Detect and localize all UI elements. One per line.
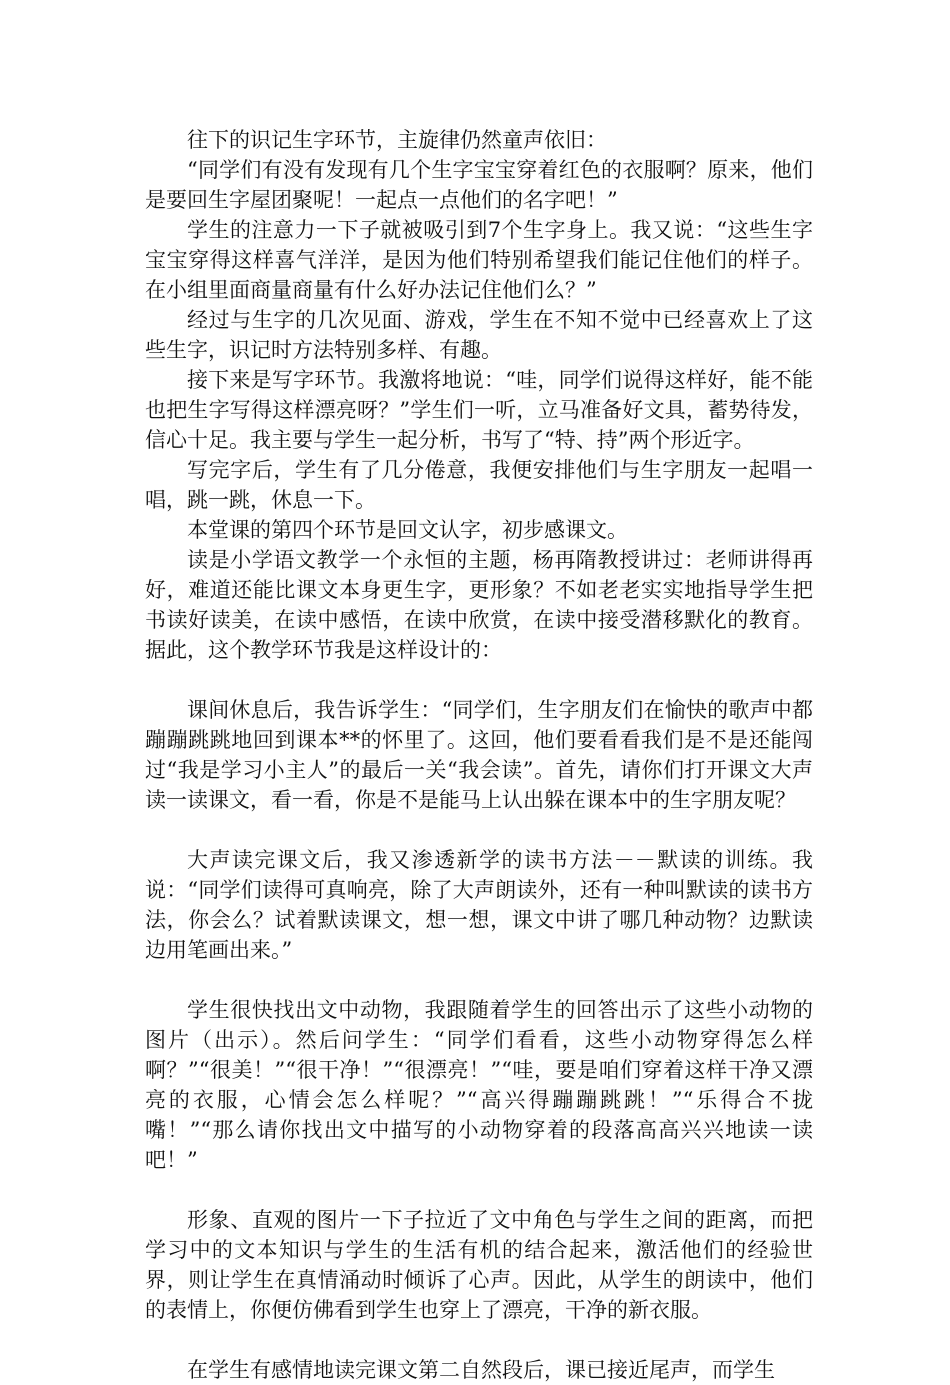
paragraph-9: 课间休息后，我告诉学生：“同学们，生字朋友们在愉快的歌声中都蹦蹦跳跳地回到课本**的怀里了。这回，他们要看看我们是不是还能闯过“我是学习小主人”的最后一关“我会读”。首先，请你们打开课文大声读一读课文，看一看，你是不是能马上认出躲在课本中的生字朋友呢？ — [145, 698, 813, 812]
paragraph-4: 经过与生字的几次见面、游戏，学生在不知不觉中已经喜欢上了这些生字，识记时方法特别多样、有趣。 — [145, 308, 813, 362]
document-body — [145, 125, 813, 1385]
paragraph-11: 学生很快找出文中动物，我跟随着学生的回答出示了这些小动物的图片（出示）。然后问学生：“同学们看看，这些小动物穿得怎么样啊？”“很美！”“很干净！”“很漂亮！”“哇，要是咱们穿着这样干净又漂亮的衣服，心情会怎么样呢？”“高兴得蹦蹦跳跳！”“乐得合不拢嘴！”“那么请你找出文中描写的小动物穿着的段落高高兴兴地读一读吧！” — [145, 998, 813, 1172]
paragraph-10: 大声读完课文后，我又渗透新学的读书方法－－默读的训练。我说：“同学们读得可真响亮，除了大声朗读外，还有一种叫默读的读书方法，你会么？试着默读课文，想一想，课文中讲了哪几种动物？边默读边用笔画出来。” — [145, 848, 813, 962]
paragraph-1: 往下的识记生字环节，主旋律仍然童声依旧： — [187, 128, 607, 152]
paragraph-2: “同学们有没有发现有几个生字宝宝穿着红色的衣服啊？原来，他们是要回生字屋团聚呢！一起点一点他们的名字吧！” — [145, 158, 813, 212]
paragraph-12: 形象、直观的图片一下子拉近了文中角色与学生之间的距离，而把学习中的文本知识与学生的生活有机的结合起来，激活他们的经验世界，则让学生在真情涌动时倾诉了心声。因此，从学生的朗读中，他们的表情上，你便仿佛看到学生也穿上了漂亮，干净的新衣服。 — [145, 1208, 813, 1322]
paragraph-13: 在学生有感情地读完课文第二自然段后，课已接近尾声，而学生 — [187, 1358, 775, 1382]
paragraph-7: 本堂课的第四个环节是回文认字，初步感课文。 — [187, 518, 628, 542]
paragraph-6: 写完字后，学生有了几分倦意，我便安排他们与生字朋友一起唱一唱，跳一跳，休息一下。 — [145, 458, 813, 512]
paragraph-8: 读是小学语文教学一个永恒的主题，杨再隋教授讲过：老师讲得再好，难道还能比课文本身更生字，更形象？不如老老实实地指导学生把书读好读美，在读中感悟，在读中欣赏，在读中接受潜移默化的教育。据此，这个教学环节我是这样设计的： — [145, 548, 813, 662]
paragraph-5: 接下来是写字环节。我激将地说：“哇，同学们说得这样好，能不能也把生字写得这样漂亮呀？”学生们一听，立马准备好文具，蓄势待发，信心十足。我主要与学生一起分析，书写了“特、持”两个形近字。 — [145, 368, 813, 452]
paragraph-3: 学生的注意力一下子就被吸引到7个生字身上。我又说：“这些生字宝宝穿得这样喜气洋洋，是因为他们特别希望我们能记住他们的样子。在小组里面商量商量有什么好办法记住他们么？” — [145, 218, 813, 302]
